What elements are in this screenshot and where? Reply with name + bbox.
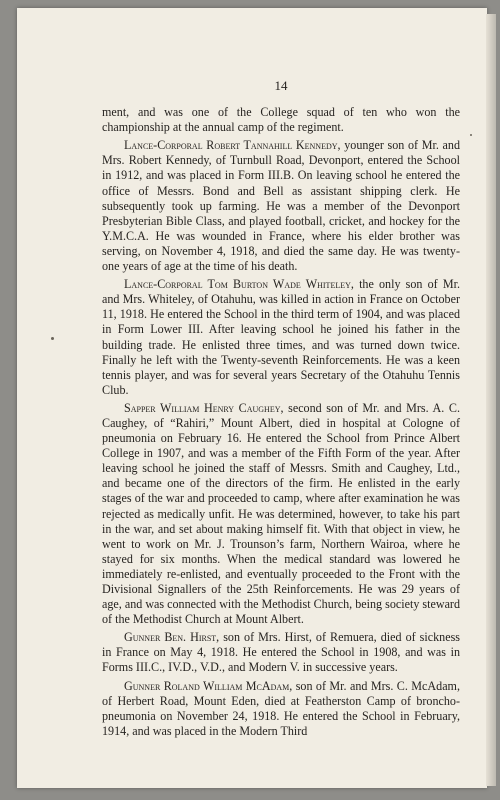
page-text-block	[102, 78, 460, 742]
obituary-entry-caughey	[102, 401, 460, 627]
paragraph-text: , second son of Mr. and Mrs. A. C. Caughey, of “Rahiri,” Mount Albert, died in hospital at Cologne of pneumonia on February 16. He entered the School from Prince Albert College in 1907, and was a member of the Fifth Form of the year. After leaving school he joined the staff of Messrs. Smith and Caughey, Ltd., and became one of the directors of the firm. He enlisted in the early stages of the war and proceeded to camp, where after examination he was rejected as medically unfit. He was determined, however, to take his part in the war, and set about making himself fit. With that object in view, he went to work on Mr. J. Trounson’s farm, Northern Wairoa, where he stayed for six months. When the medical standard was lowered he immediately re-enlisted, and eventually proceeded to the Front with the Divisional Signallers of the 25th Reinforcements. He was 29 years of age, and was connected with the Methodist Church, being society steward of the Methodist Church at Mount Albert.	[102, 400, 461, 627]
ink-speck	[470, 134, 472, 136]
paragraph-text: ment, and was one of the College squad of ten who won the championship at the annual camp of the regiment.	[102, 105, 460, 135]
soldier-name: Lance-Corporal Robert Tannahill Kennedy	[124, 138, 338, 153]
obituary-entry-whiteley	[102, 277, 460, 398]
paragraph-text: , son of Mr. and Mrs. C. McAdam, of Herbert Road, Mount Eden, died at Featherston Camp of broncho-pneumonia on November 24, 1918. He entered the School in February, 1914, and was placed in the Modern Third	[102, 678, 460, 738]
paragraph-text: , the only son of Mr. and Mrs. Whiteley, of Otahuhu, was killed in action in France on October 11, 1918. He entered the School in the third term of 1904, and was placed in Form Lower III. After leaving school he joined his father in the building trade. He enlisted three times, and was turned down twice. Finally he left with the Twenty-seventh Reinforcements. He was a keen tennis player, and was for several years Secretary of the Otahuhu Tennis Club.	[102, 277, 460, 397]
paragraph-text: , son of Mrs. Hirst, of Remuera, died of sickness in France on May 4, 1918. He entered the School in 1908, and was in Forms III.C., IV.D., V.D., and Modern V. in successive years.	[102, 630, 460, 675]
obituary-entry-hirst	[102, 630, 460, 675]
page-number: 14	[274, 78, 288, 93]
page-edge	[486, 14, 496, 786]
obituary-entry-kennedy	[102, 138, 460, 274]
soldier-name: Gunner Ben. Hirst	[124, 630, 217, 645]
soldier-name: Sapper William Henry Caughey	[124, 400, 281, 415]
paragraph-continuation	[102, 105, 460, 135]
ink-speck	[51, 337, 54, 340]
soldier-name: Lance-Corporal Tom Burton Wade Whiteley	[124, 277, 351, 292]
obituary-entry-mcadam	[102, 679, 460, 739]
paragraph-text: , younger son of Mr. and Mrs. Robert Kennedy, of Turnbull Road, Devonport, entered the School in 1912, and was placed in Form III.B. On leaving school he entered the office of Messrs. Bond and Bell as assistant shipping clerk. He subsequently took up farming. He was a member of the Devonport Presbyterian Bible Class, and played football, cricket, and hockey for the Y.M.C.A. He was wounded in France, where his elder brother was serving, on November 4, 1918, and died the same day. He was twenty-one years of age at the time of his death.	[102, 138, 460, 274]
soldier-name: Gunner Roland William McAdam	[124, 678, 290, 693]
